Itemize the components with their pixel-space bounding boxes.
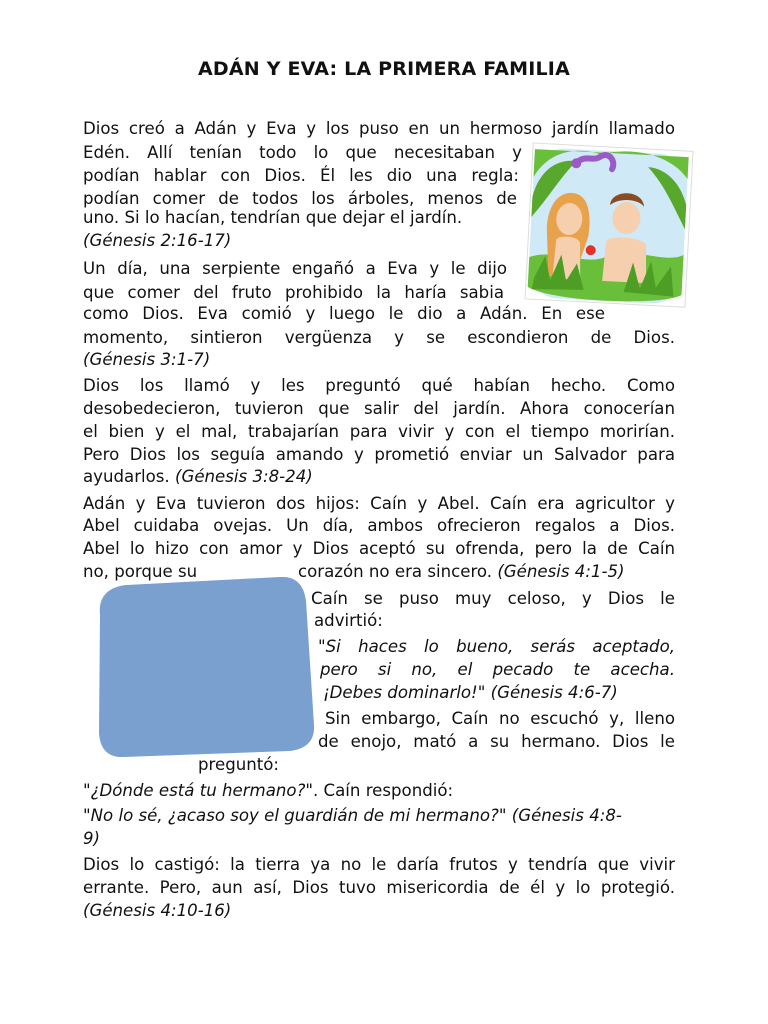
p10-reference: (Génesis 4:10-16) [83, 901, 232, 920]
p3-line-1: Dios los llamó y les preguntó qué habían hecho. Como [83, 376, 675, 395]
p6-line-2: pero si no, el pecado te acecha. [320, 660, 675, 679]
p3-line-2: desobedecieron, tuvieron que salir del jardín. Ahora conocerían [83, 399, 675, 418]
p8-open-quote: " [83, 781, 91, 800]
p8-question: ¿Dónde está tu hermano? [90, 781, 306, 800]
p4-line-4a: no, porque su [83, 562, 198, 581]
p5-line-1: Caín se puso muy celoso, y Dios le [311, 589, 675, 608]
p4-line-4b [298, 560, 624, 584]
p9-reference-a: (Génesis 4:8- [511, 806, 622, 825]
p6-line-3-quote: ¡Debes dominarlo! [323, 683, 478, 702]
p2-reference: (Génesis 3:1-7) [83, 350, 211, 369]
p4-line-1: Adán y Eva tuvieron dos hijos: Caín y Abel. Caín era agricultor y [83, 494, 675, 513]
p3-line-5-text: ayudarlos. [83, 467, 175, 486]
p2-line-1: Un día, una serpiente engañó a Eva y le dijo [83, 259, 507, 278]
p10-line-2: errante. Pero, aun así, Dios tuvo misericordia de él y lo protegió. [83, 878, 675, 897]
page-title: ADÁN Y EVA: LA PRIMERA FAMILIA [198, 58, 570, 80]
p9-quote: No lo sé, ¿acaso soy el guardián de mi hermano? [90, 806, 499, 825]
p7-line-3: preguntó: [198, 755, 280, 774]
p2-line-4: momento, sintieron vergüenza y se escondieron de Dios. [83, 328, 675, 347]
p3-line-3: el bien y el mal, trabajarían para vivir y con el tiempo morirían. [83, 422, 675, 441]
p9-close-quote: " [498, 806, 512, 825]
p7-line-2: de enojo, mató a su hermano. Dios le [318, 732, 675, 751]
p1-line-3: podían hablar con Dios. Él les dio una regla: [83, 166, 519, 185]
adam-and-eve-illustration [517, 141, 698, 311]
p4-line-4b-text: corazón no era sincero. [298, 562, 498, 581]
p8-line [83, 779, 453, 803]
p4-line-2: Abel cuidaba ovejas. Un día, ambos ofrecieron regalos a Dios. [83, 516, 675, 535]
p3-reference: (Génesis 3:8-24) [175, 467, 313, 486]
p4-reference: (Génesis 4:1-5) [497, 562, 625, 581]
p9-reference-b: 9) [83, 829, 101, 848]
p8-response: ". Caín respondió: [305, 781, 454, 800]
p3-line-4: Pero Dios los seguía amando y prometió enviar un Salvador para [83, 445, 675, 464]
p9-line-1 [83, 804, 622, 828]
p1-line-5: uno. Si lo hacían, tendrían que dejar el jardín. [83, 208, 463, 227]
p4-line-3: Abel lo hizo con amor y Dios aceptó su ofrenda, pero la de Caín [83, 539, 675, 558]
p6-reference: (Génesis 4:6-7) [490, 683, 618, 702]
p3-line-5 [83, 465, 313, 489]
p6-line-3 [323, 681, 618, 705]
p1-line-4: podían comer de todos los árboles, menos de [83, 189, 517, 208]
p5-line-2: advirtió: [314, 611, 383, 630]
p10-line-1: Dios lo castigó: la tierra ya no le daría frutos y tendría que vivir [83, 855, 675, 874]
p1-reference: (Génesis 2:16-17) [83, 231, 232, 250]
p6-line-3-close: " [477, 683, 491, 702]
blue-rounded-square [88, 577, 316, 757]
p7-line-1: Sin embargo, Caín no escuchó y, lleno [325, 709, 675, 728]
p1-line-1: Dios creó a Adán y Eva y los puso en un hermoso jardín llamado [83, 119, 675, 138]
p2-line-3: como Dios. Eva comió y luego le dio a Adán. En ese [83, 304, 605, 323]
p9-open-quote: " [83, 806, 91, 825]
p2-line-2: que comer del fruto prohibido la haría sabia [83, 283, 504, 302]
p1-line-2: Edén. Allí tenían todo lo que necesitaban y [83, 143, 522, 162]
p6-line-1: "Si haces lo bueno, serás aceptado, [318, 637, 675, 656]
